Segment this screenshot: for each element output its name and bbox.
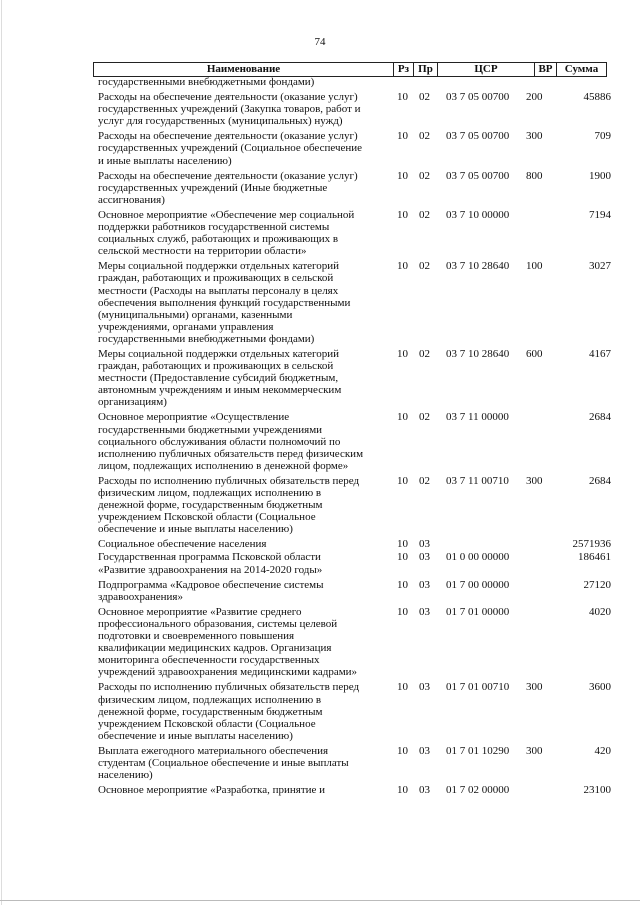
row-pr: 02	[419, 169, 430, 182]
table-row	[0, 130, 640, 166]
table-row	[0, 209, 640, 257]
row-csr: 01 7 00 00000	[446, 578, 510, 591]
row-vr: 300	[526, 744, 543, 757]
row-rz: 10	[397, 411, 408, 424]
table-row	[0, 784, 640, 796]
row-pr: 03	[419, 784, 430, 797]
row-pr: 02	[419, 91, 430, 104]
row-pr: 03	[419, 681, 430, 694]
row-rz: 10	[397, 681, 408, 694]
row-vr: 300	[526, 130, 543, 143]
header-vr: ВР	[535, 63, 557, 76]
row-rz: 10	[397, 538, 408, 551]
row-name: Расходы на обеспечение деятельности (оказание услуг) государственных учреждений (Закупка товаров, работ и услуг для государственных (муниципальных) нужд)	[98, 91, 361, 128]
header-name: Наименование	[94, 63, 394, 76]
row-pr: 03	[419, 538, 430, 551]
row-pr: 03	[419, 744, 430, 757]
header-pr: Пр	[414, 63, 438, 76]
row-csr: 03 7 10 00000	[446, 208, 510, 221]
table-row	[0, 606, 640, 679]
row-sum: 23100	[583, 784, 611, 797]
row-rz: 10	[397, 474, 408, 487]
row-pr: 02	[419, 260, 430, 273]
row-rz: 10	[397, 208, 408, 221]
row-csr: 03 7 10 28640	[446, 260, 510, 273]
row-pr: 02	[419, 130, 430, 143]
row-csr: 01 0 00 00000	[446, 551, 510, 564]
header-csr: ЦСР	[438, 63, 535, 76]
row-name: Подпрограмма «Кадровое обеспечение системы здравоохранения»	[98, 578, 324, 603]
row-name: Основное мероприятие «Разработка, принятие и	[98, 784, 326, 797]
table-row	[0, 91, 640, 127]
header-rz: Рз	[394, 63, 414, 76]
table-row	[0, 475, 640, 535]
row-csr: 03 7 11 00000	[446, 411, 509, 424]
row-name: государственными внебюджетными фондами)	[98, 76, 315, 88]
row-sum: 1900	[589, 169, 611, 182]
row-pr: 03	[419, 551, 430, 564]
row-vr: 800	[526, 169, 543, 182]
row-csr: 03 7 05 00700	[446, 130, 510, 143]
row-sum: 420	[594, 744, 611, 757]
row-csr: 03 7 11 00710	[446, 474, 509, 487]
row-rz: 10	[397, 605, 408, 618]
row-csr: 01 7 02 00000	[446, 784, 510, 797]
table-row	[0, 745, 640, 781]
row-name: Государственная программа Псковской области «Развитие здравоохранения на 2014-2020 годы»	[98, 551, 323, 576]
row-pr: 02	[419, 208, 430, 221]
row-rz: 10	[397, 551, 408, 564]
row-sum: 3600	[589, 681, 611, 694]
table-row	[0, 538, 640, 550]
row-pr: 02	[419, 411, 430, 424]
row-sum: 2684	[589, 411, 611, 424]
row-sum: 7194	[589, 208, 611, 221]
row-name: Расходы на обеспечение деятельности (оказание услуг) государственных учреждений (Иные бюджетные ассигнования)	[98, 169, 358, 206]
row-vr: 100	[526, 260, 543, 273]
table-row	[0, 681, 640, 741]
row-csr: 01 7 01 00000	[446, 605, 510, 618]
row-rz: 10	[397, 260, 408, 273]
row-sum: 709	[594, 130, 611, 143]
table-row	[0, 411, 640, 471]
row-sum: 45886	[583, 91, 611, 104]
row-rz: 10	[397, 578, 408, 591]
table-row	[0, 348, 640, 408]
row-sum: 186461	[578, 551, 611, 564]
row-rz: 10	[397, 130, 408, 143]
row-pr: 02	[419, 347, 430, 360]
row-name: Расходы по исполнению публичных обязательств перед физическим лицом, подлежащих исполнению в денежной форме, государственным бюджетным учреждением Псковской области (Социальное обеспечение и иные выплаты населению)	[98, 681, 360, 742]
row-pr: 03	[419, 578, 430, 591]
row-csr: 01 7 01 00710	[446, 681, 510, 694]
row-name: Выплата ежегодного материального обеспечения студентам (Социальное обеспечение и иные выплаты населению)	[98, 744, 349, 782]
table-row	[0, 76, 640, 88]
row-name: Основное мероприятие «Осуществление государственными бюджетными учреждениями социального обслуживания области полномочий по исполнению публичных обязательств перед физическим лицом, подлежащих исполнению в денежной форме»	[98, 411, 364, 472]
table-row	[0, 579, 640, 603]
row-pr: 03	[419, 605, 430, 618]
row-csr: 03 7 05 00700	[446, 91, 510, 104]
row-sum: 2571936	[572, 538, 611, 551]
row-pr: 02	[419, 474, 430, 487]
page-number: 74	[314, 36, 326, 48]
table-header	[93, 62, 607, 77]
table-row	[0, 260, 640, 345]
row-sum: 27120	[583, 578, 611, 591]
row-sum: 3027	[589, 260, 611, 273]
row-rz: 10	[397, 91, 408, 104]
table-row	[0, 170, 640, 206]
row-name: Меры социальной поддержки отдельных категорий граждан, работающих и проживающих в сельской местности (Расходы на выплаты персоналу в целях обеспечения выполнения функций государственными (муниципальными) органами, казенными учреждениями, органами управления государственными внебюджетными фондами)	[98, 260, 351, 345]
row-vr: 300	[526, 474, 543, 487]
row-csr: 01 7 01 10290	[446, 744, 510, 757]
table-body	[0, 76, 640, 796]
row-rz: 10	[397, 744, 408, 757]
row-csr: 03 7 05 00700	[446, 169, 510, 182]
row-name: Социальное обеспечение населения	[98, 538, 267, 551]
table-row	[0, 551, 640, 575]
row-vr: 600	[526, 347, 543, 360]
row-sum: 4020	[589, 605, 611, 618]
header-sum: Сумма	[564, 63, 599, 75]
row-name: Расходы по исполнению публичных обязательств перед физическим лицом, подлежащих исполнению в денежной форме, государственным бюджетным учреждением Псковской области (Социальное обеспечение и иные выплаты населению)	[98, 474, 360, 536]
row-rz: 10	[397, 169, 408, 182]
row-name: Основное мероприятие «Обеспечение мер социальной поддержки работников государственной системы социальных служб, работающих и проживающих в сельской местности на территории области»	[98, 208, 355, 258]
row-rz: 10	[397, 784, 408, 797]
row-rz: 10	[397, 347, 408, 360]
row-name: Меры социальной поддержки отдельных категорий граждан, работающих и проживающих в сельской местности (Предоставление субсидий бюджетным, автономным учреждениям и иным некоммерческим организациям)	[98, 347, 342, 409]
row-sum: 2684	[589, 474, 611, 487]
row-sum: 4167	[589, 347, 611, 360]
row-vr: 300	[526, 681, 543, 694]
row-name: Основное мероприятие «Развитие среднего профессионального образования, системы целевой подготовки и своевременного повышения квалификации медицинских кадров. Организация мониторинга обеспеченности государственных учреждений здравоохранения медицинскими кадрами»	[98, 605, 358, 679]
row-vr: 200	[526, 91, 543, 104]
row-csr: 03 7 10 28640	[446, 347, 510, 360]
row-name: Расходы на обеспечение деятельности (оказание услуг) государственных учреждений (Социальное обеспечение и иные выплаты населению)	[98, 130, 363, 167]
page-bottom-edge	[0, 900, 640, 901]
